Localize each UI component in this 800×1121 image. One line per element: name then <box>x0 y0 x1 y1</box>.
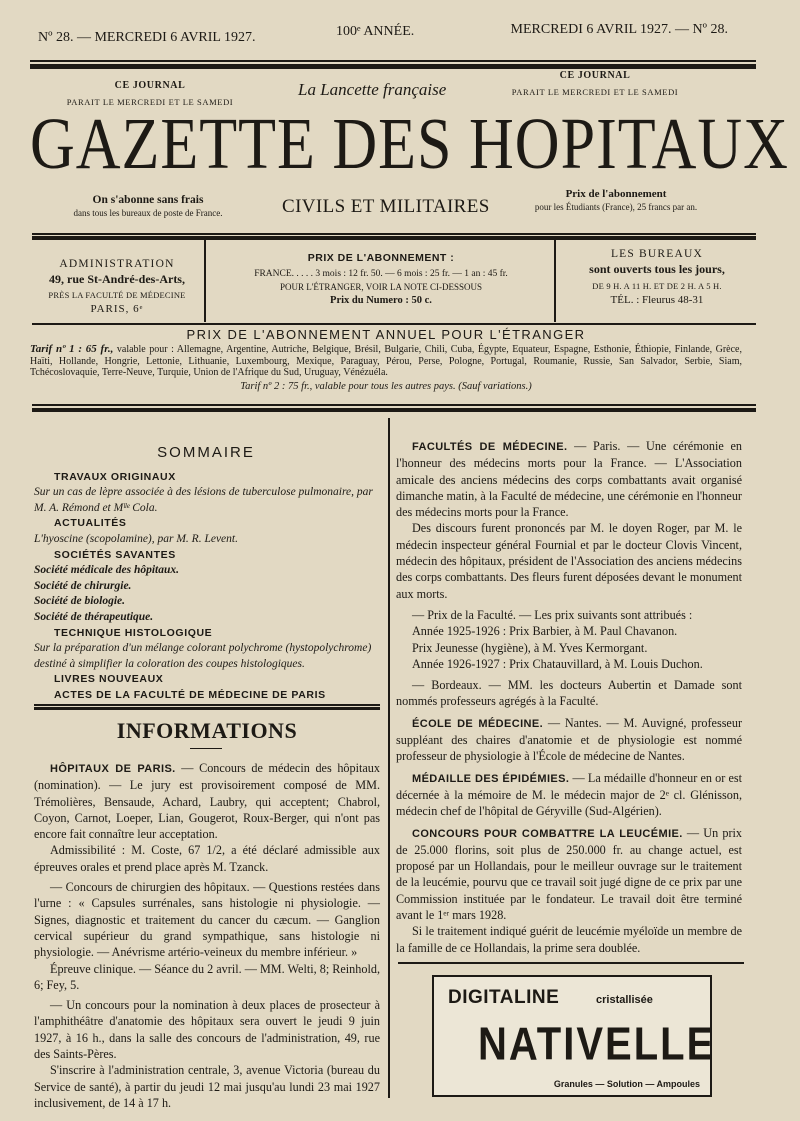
tarif-1-label: Tarif nº 1 : 65 fr., <box>30 343 114 355</box>
info-para-2: Admissibilité : M. Coste, 67 1/2, a été déclaré admissible aux épreuves orales et prend place après M. Tzanck. <box>34 843 380 874</box>
rule-top-1 <box>30 60 756 62</box>
right-para-5-head: ÉCOLE DE MÉDECINE. <box>412 717 544 730</box>
info-para-4: Épreuve clinique. — Séance du 2 avril. — MM. Welti, 8; Reinhold, 6; Fey, 5. <box>34 961 380 992</box>
masthead-right-sub: PARAIT LE MERCREDI ET LE SAMEDI <box>511 87 679 97</box>
ad-tag: cristallisée <box>596 994 653 1006</box>
masthead-right-label: CE JOURNAL <box>559 70 631 81</box>
bureaux-line-3: DE 9 H. A 11 H. ET DE 2 H. A 5 H. <box>592 281 722 291</box>
right-para-1-head: FACULTÉS DE MÉDECINE. <box>412 441 568 453</box>
right-column <box>396 438 742 956</box>
right-para-3a: Année 1925-1926 : Prix Barbier, à M. Paul Chavanon. <box>412 624 678 639</box>
sommaire-item-3d: Société de thérapeutique. <box>34 610 154 623</box>
right-para-6-head: MÉDAILLE DES ÉPIDÉMIES. <box>412 772 570 785</box>
rule-foreign-2 <box>32 408 756 412</box>
abonne-line-2: dans tous les bureaux de poste de France. <box>73 208 223 218</box>
right-para-3b: Prix Jeunesse (hygiène), à M. Yves Kermorgant. <box>412 640 648 655</box>
bureaux-line-4: TÉL. : Fleurus 48-31 <box>610 294 704 306</box>
admin-line-3: PRÈS LA FACULTÉ DE MÉDECINE <box>48 290 186 300</box>
abonnement-line-2: POUR L'ÉTRANGER, VOIR LA NOTE CI-DESSOUS <box>280 282 482 292</box>
subtitle: CIVILS ET MILITAIRES <box>282 196 490 217</box>
admin-block <box>34 240 200 322</box>
right-para-5-text: — Nantes. — M. Auvigné, professeur suppléant des chaires d'anatomie et de physiologie est nommé professeur de physiologie à l'École de médecine de Nantes. <box>396 715 742 764</box>
sommaire-heading-3: SOCIÉTÉS SAVANTES <box>54 548 176 561</box>
foreign-tarif-2: Tarif nº 2 : 75 fr., valable pour tous les autres pays. (Sauf variations.) <box>240 380 532 392</box>
issue-left: Nº 28. — MERCREDI 6 AVRIL 1927. <box>38 30 256 45</box>
right-para-4: — Bordeaux. — MM. les docteurs Aubertin et Damade sont nommés professeurs agrégés à la Faculté. <box>396 678 742 709</box>
sommaire-item-4: Sur la préparation d'un mélange colorant polychrome (hystopolychrome) destiné à simplifier la coloration des coupes histologiques. <box>34 642 372 670</box>
sommaire-item-3b: Société de chirurgie. <box>34 579 132 592</box>
abonnement-line-3: Prix du Numero : 50 c. <box>330 295 432 306</box>
right-para-5 <box>396 715 742 765</box>
tarif-1-text: valable pour : Allemagne, Argentine, Autriche, Belgique, Brésil, Bulgarie, Chili, Cuba, Égypte, Equateur, Espagne, Esthonie, Éthiopie, Finlande, Grèce, Haïti, Hollande, Hongrie, Lettonie, Lithuanie, Luxembourg, Mexique, Paraguay, Pérou, Perse, Pologne, Portugal, Roumanie, Russie, San Salvador, Serbie, Siam, Tchécoslovaquie, Terre-Neuve, Turquie, Union de l'Afrique du Sud, Uruguay, Vénézuéla. <box>30 344 742 378</box>
sommaire-item-2: L'hyoscine (scopolamine), par M. R. Levent. <box>34 532 238 545</box>
informations-ornament <box>190 748 222 749</box>
info-para-6: S'inscrire à l'administration centrale, 3, avenue Victoria (bureau du Service de santé), à partir du jeudi 12 mai jusqu'au lundi 23 mai 1927 inclusivement, de 14 à 17 h. <box>34 1063 380 1110</box>
digitaline-advertisement <box>432 975 716 1097</box>
rule-ad-top <box>398 962 744 964</box>
right-para-7-text: — Un prix de 25.000 florins, soit plus de 250.000 fr. au change actuel, est proposé par un Hollandais, pour le meilleur ouvrage sur le traitement de la leucémie, pourvu que ce travail soit jugé digne de ce prix par une Commission instituée par le fondateur. Le travail doit être terminé avant le 1ᵉʳ mars 1928. <box>396 825 742 923</box>
info-para-1-head: HÔPITAUX DE PARIS. <box>50 763 176 775</box>
sommaire-title: SOMMAIRE <box>157 444 255 461</box>
sommaire <box>34 445 378 704</box>
sommaire-item-3c: Société de biologie. <box>34 595 126 608</box>
sommaire-heading-1: TRAVAUX ORIGINAUX <box>54 470 176 483</box>
foreign-tariff <box>30 327 742 392</box>
sommaire-heading-6: ACTES DE LA FACULTÉ DE MÉDECINE DE PARIS <box>54 688 326 701</box>
abonnement-line-1: FRANCE. . . . . 3 mois : 12 fr. 50. — 6 mois : 25 fr. — 1 an : 45 fr. <box>254 269 508 279</box>
prix-line-2: pour les Étudiants (France), 25 francs par an. <box>534 202 698 212</box>
admin-line-4: PARIS, 6ᵉ <box>90 303 144 315</box>
masthead-right <box>505 70 685 97</box>
bureaux-line-2: sont ouverts tous les jours, <box>589 262 725 276</box>
info-para-5: — Un concours pour la nomination à deux places de prosecteur à l'amphithéâtre d'anatomie des hôpitaux sera ouvert le jeudi 9 juin 1927, à 16 h., dans la salle des concours de l'administration, 49, rue des Saints-Pères. <box>34 998 380 1062</box>
bureaux-line-1: LES BUREAUX <box>610 248 704 260</box>
abonne-line-1: On s'abonne sans frais <box>92 194 204 206</box>
right-para-7 <box>396 825 742 924</box>
abonne-block <box>48 194 248 218</box>
right-para-3c: Année 1926-1927 : Prix Chatauvillard, à M. Louis Duchon. <box>412 656 703 671</box>
rule-sommaire-2 <box>34 707 380 710</box>
right-para-6-text: — La médaille d'honneur en or est décernée à la mémoire de M. le médecin major de 2ᵉ cl. Glénisson, médecin chef de l'hôpital de Géryville (Sud-Algérien). <box>396 770 743 819</box>
rule-mid-1 <box>32 233 756 235</box>
info-row <box>34 240 754 322</box>
right-para-3: — Prix de la Faculté. — Les prix suivants sont attribués : <box>412 607 693 622</box>
supplement-title: La Lancette française <box>298 80 447 99</box>
ad-name: NATIVELLE <box>478 1019 716 1070</box>
sommaire-item-1: Sur un cas de lèpre associée à des lésions de tuberculose pulmonaire, par M. A. Rémond et Mˡˡᵉ Cola. <box>34 486 373 514</box>
info-para-1 <box>34 760 380 842</box>
column-divider <box>388 418 390 1098</box>
right-para-1 <box>396 438 742 520</box>
informations-title: INFORMATIONS <box>116 718 298 743</box>
masthead-left-label: CE JOURNAL <box>114 80 186 91</box>
info-para-1-text: — Concours de médecin des hôpitaux (nomination). — Le jury est provisoirement composé de MM. Trémolières, Bensaude, Achard, Laubry, qui acceptent; Chabrol, Coyon, Carnot, Loeper, Lian, Gougerot, Roux-Berger, qui n'ont pas encore fait connaître leur acceptation. <box>34 761 380 842</box>
abonnement-block <box>208 240 554 322</box>
rule-info-bottom <box>32 323 756 325</box>
informations-column <box>34 760 380 1111</box>
rule-sommaire-1 <box>34 704 380 706</box>
right-para-2: Des discours furent prononcés par M. le doyen Roger, par M. le médecin inspecteur général Fournial et par le docteur Clovis Vincent, médecin des hôpitaux, président de l'Association des anciens médecins des corps combattants. Des fleurs furent déposées devant le monument aux morts. <box>396 521 742 601</box>
rule-top-2 <box>30 64 756 69</box>
divider-2 <box>554 240 556 322</box>
right-para-7-head: CONCOURS POUR COMBATTRE LA LEUCÉMIE. <box>412 827 683 840</box>
issue-right: MERCREDI 6 AVRIL 1927. — Nº 28. <box>510 22 728 37</box>
right-para-1-text: — Paris. — Une cérémonie en l'honneur des médecins morts pour la France. — L'Association amicale des anciens médecins des corps combattants avait organisé dimanche matin, à la Faculté de médecine, une cérémonie en l'honneur des médecins morts pour la France. <box>396 439 742 520</box>
divider-1 <box>204 240 206 322</box>
sommaire-heading-5: LIVRES NOUVEAUX <box>54 673 164 686</box>
rule-foreign-1 <box>32 404 756 406</box>
right-para-6 <box>396 770 742 820</box>
year-center: 100ᵉ ANNÉE. <box>336 24 415 39</box>
sommaire-heading-2: ACTUALITÉS <box>54 517 127 530</box>
sommaire-item-3a: Société médicale des hôpitaux. <box>34 564 180 577</box>
newspaper-title: GAZETTE DES HOPITAUX <box>30 104 789 185</box>
prix-line-1: Prix de l'abonnement <box>565 188 667 200</box>
foreign-tarif-1 <box>30 344 742 379</box>
foreign-title: PRIX DE L'ABONNEMENT ANNUEL POUR L'ÉTRANGER <box>186 327 586 342</box>
sommaire-heading-4: TECHNIQUE HISTOLOGIQUE <box>54 626 213 639</box>
right-para-8: Si le traitement indiqué guérit de leucémie myéloïde un membre de la famille de ce Hollandais, la prime sera doublée. <box>396 924 742 955</box>
info-para-3: — Concours de chirurgien des hôpitaux. — Questions restées dans l'urne : « Capsules surrénales, sans histologie ni physiologie. — Signes, diagnostic et traitement du cancer du cæcum. — Ganglion cervical supérieur du grand sympathique, sans histologie ni physiologie. — Anévrisme artério-veineux du membre inférieur. » <box>34 880 380 960</box>
admin-line-2: 49, rue St-André-des-Arts, <box>49 272 185 286</box>
masthead-left-sub: PARAIT LE MERCREDI ET LE SAMEDI <box>66 97 234 107</box>
abonnement-title: PRIX DE L'ABONNEMENT : <box>307 252 455 264</box>
bureaux-block <box>560 240 754 322</box>
ad-brand: DIGITALINE <box>448 987 560 1008</box>
admin-line-1: ADMINISTRATION <box>59 258 175 270</box>
ad-forms: Granules — Solution — Ampoules <box>553 1079 700 1089</box>
prix-etudiants-block <box>510 188 722 212</box>
